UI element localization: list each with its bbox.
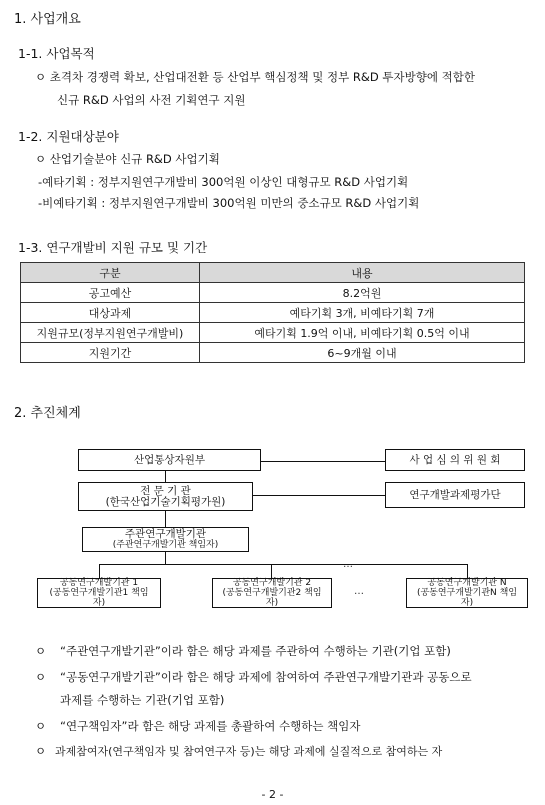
joint-institution-1-box (37, 578, 161, 608)
note-principal-investigator: “연구책임자”라 함은 해당 과제를 총괄하여 수행하는 책임자 (60, 719, 361, 733)
main-institution-box (82, 527, 249, 552)
target-line-2: -예타기획 : 정부지원연구개발비 300억원 이상인 대형규모 R&D 사업기획 (38, 175, 409, 189)
table-header-cell: 구분 (21, 263, 200, 283)
ellipsis: … (354, 586, 364, 597)
purpose-line-2: 신규 R&D 사업의 사전 기획연구 지원 (57, 93, 246, 107)
page-number: - 2 - (261, 788, 284, 801)
section2-title: 2. 추진체계 (14, 406, 81, 421)
section1-title: 1. 사업개요 (14, 12, 81, 27)
connector-line (253, 495, 385, 496)
connector-line (99, 564, 100, 578)
agency-name: (한국산업기술기획평가원) (105, 495, 226, 508)
note-participants: 과제참여자(연구책임자 및 참여연구자 등)는 해당 과제에 실질적으로 참여하는 자 (55, 745, 443, 758)
table-row (21, 343, 525, 363)
joint-institution-n-lead: (공동연구개발기관N 책임자) (416, 588, 518, 608)
committee-label: 사 업 심 의 위 원 회 (409, 453, 501, 466)
subsection-1-1-title: 1-1. 사업목적 (18, 46, 95, 61)
subsection-1-2-title: 1-2. 지원대상분야 (18, 129, 119, 144)
note-main-institution: “주관연구개발기관”이라 함은 해당 과제를 주관하여 수행하는 기관(기업 포함) (60, 644, 451, 658)
connector-line (99, 564, 467, 565)
budget-table (20, 262, 525, 363)
connector-line (271, 564, 272, 578)
eval-group-box (385, 482, 525, 508)
joint-institution-2-lead: (공동연구개발기관2 책임자) (222, 588, 322, 608)
target-line-1: ㅇ 산업기술분야 신규 R&D 사업기획 (35, 152, 220, 166)
note-joint-institution-cont: 과제를 수행하는 기관(기업 포함) (60, 693, 225, 707)
agency-label: 전 문 기 관 (140, 484, 191, 497)
purpose-line-1: ㅇ 초격차 경쟁력 확보, 산업대전환 등 산업부 핵심정책 및 정부 R&D 투자방향에 적합한 (35, 70, 475, 84)
connector-line (261, 461, 385, 462)
connector-line (467, 564, 468, 578)
table-row (21, 283, 525, 303)
joint-institution-2-label: 공동연구개발기관 2 (232, 578, 312, 588)
table-row (21, 323, 525, 343)
note-bullet: ㅇ (35, 670, 47, 684)
joint-institution-n-label: 공동연구개발기관 N (427, 578, 507, 588)
table-cell: 지원기간 (21, 343, 200, 363)
committee-box (385, 449, 525, 471)
ellipsis: … (343, 559, 353, 570)
note-bullet: ㅇ (35, 719, 47, 733)
table-cell: 대상과제 (21, 303, 200, 323)
note-joint-institution: “공동연구개발기관”이라 함은 해당 과제에 참여하여 주관연구개발기관과 공동으로 (60, 670, 472, 684)
joint-institution-1-label: 공동연구개발기관 1 (59, 578, 139, 588)
main-institution-lead: (주관연구개발기관 책임자) (112, 540, 219, 550)
joint-institution-2-box (212, 578, 332, 608)
connector-line (165, 552, 166, 564)
note-bullet: ㅇ (35, 744, 47, 758)
connector-line (165, 470, 166, 482)
table-row (21, 303, 525, 323)
table-cell: 6~9개월 이내 (200, 343, 525, 363)
ministry-label: 산업통상자원부 (133, 453, 205, 466)
eval-group-label: 연구개발과제평가단 (409, 488, 501, 501)
joint-institution-1-lead: (공동연구개발기관1 책임자) (49, 588, 149, 608)
ministry-box (78, 449, 261, 471)
table-header-row (21, 263, 525, 283)
joint-institution-n-box (406, 578, 528, 608)
table-cell: 8.2억원 (200, 283, 525, 303)
table-cell: 예타기획 1.9억 이내, 비예타기획 0.5억 이내 (200, 323, 525, 343)
agency-box (78, 482, 253, 511)
table-header-cell: 내용 (200, 263, 525, 283)
main-institution-label: 주관연구개발기관 (124, 528, 207, 540)
table-cell: 공고예산 (21, 283, 200, 303)
note-bullet: ㅇ (35, 644, 47, 658)
subsection-1-3-title: 1-3. 연구개발비 지원 규모 및 기간 (18, 240, 208, 255)
connector-line (165, 511, 166, 527)
table-cell: 예타기획 3개, 비예타기획 7개 (200, 303, 525, 323)
target-line-3: -비예타기획 : 정부지원연구개발비 300억원 미만의 중소규모 R&D 사업기획 (38, 196, 420, 210)
table-cell: 지원규모(정부지원연구개발비) (21, 323, 200, 343)
